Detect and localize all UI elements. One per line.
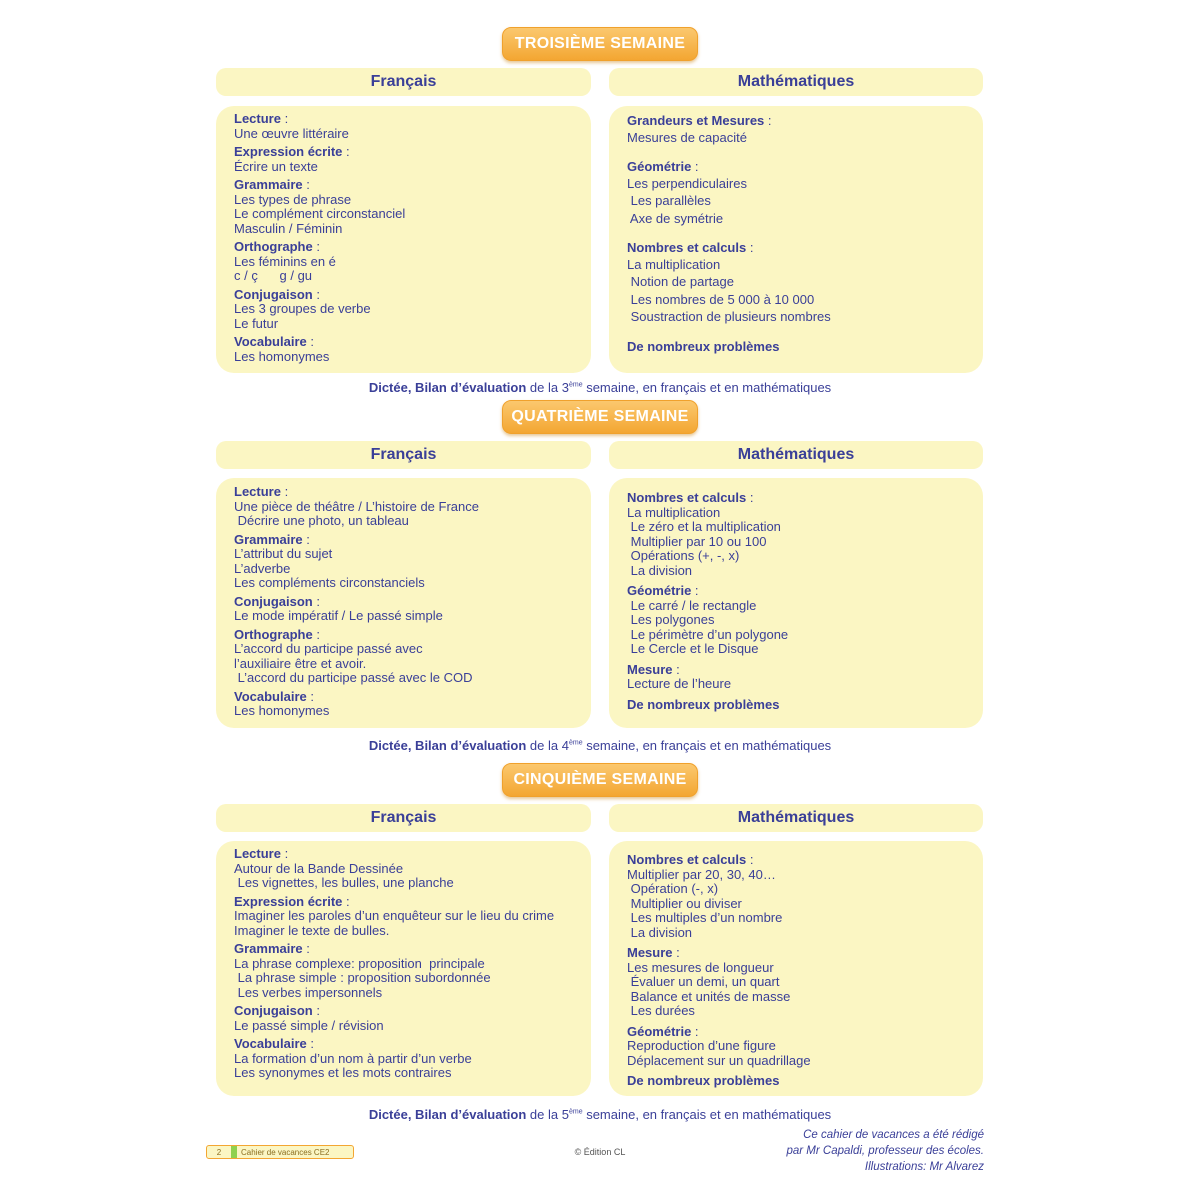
heading-colon: : [312,239,320,254]
topic-section [627,241,971,326]
topic-heading: Géométrie [627,159,692,174]
topic-line: Les vignettes, les bulles, une planche [234,875,454,890]
topic-heading: Conjugaison [234,593,313,609]
heading-colon: : [312,1003,320,1018]
evaluation-text: de la 4 [526,738,569,753]
heading-colon: : [280,111,289,126]
topic-line: Multiplier ou diviser [627,895,742,911]
topic-line: Les homonymes [234,703,330,718]
topic-line: Le zéro et la multiplication [627,519,781,534]
topic-line: Le passé simple / révision [234,1017,384,1033]
topic-section [234,533,579,591]
topic-line: Imaginer les paroles d’un enquêteur sur le lieu du crime [234,908,555,923]
maths-header: Mathématiques [609,68,983,96]
topic-heading: De nombreux problèmes [627,338,780,354]
heading-colon: : [746,240,754,255]
topic-line: Les types de phrase [234,191,352,207]
topic-line: Les nombres de 5 000 à 10 000 [627,291,815,307]
topic-section [234,288,579,332]
evaluation-text: de la 3 [526,380,569,395]
topic-heading: Grammaire [234,177,303,192]
francais-box [216,478,591,728]
topic-section [627,160,971,227]
topic-line: Les féminins en é [234,253,336,269]
topic-line: Le complément circonstanciel [234,206,406,221]
evaluation-bold: Dictée, Bilan d’évaluation [368,738,527,753]
topic-heading: Conjugaison [234,1003,313,1018]
credit-line: Ce cahier de vacances a été rédigé [803,1129,984,1141]
page-number: 2 [216,1147,222,1157]
topic-section [627,340,971,355]
topic-line: Les synonymes et les mots contraires [234,1065,452,1080]
topic-heading: Géométrie [627,1023,692,1039]
topic-line: Les polygones [627,612,715,627]
topic-section [627,114,971,146]
evaluation-bold: Dictée, Bilan d’évaluation [368,1107,527,1122]
topic-section [234,595,579,624]
topic-section [627,946,971,1019]
heading-colon: : [746,490,754,505]
topic-line: Le futur [234,315,279,331]
heading-colon: : [342,893,350,909]
topic-heading: Nombres et calculs [627,240,747,255]
topic-line: Autour de la Bande Dessinée [234,860,404,876]
maths-box [609,841,983,1096]
credit-line: par Mr Capaldi, professeur des écoles. [786,1145,984,1157]
week-banner: QUATRIÈME SEMAINE [502,400,698,434]
topic-heading: Expression écrite [234,144,343,159]
francais-box [216,106,591,373]
topic-section [234,112,579,141]
topic-line: Le mode impératif / Le passé simple [234,608,443,623]
topic-line: Les homonymes [234,348,330,364]
topic-section [234,240,579,284]
topic-line: Multiplier par 20, 30, 40… [627,866,776,882]
booklet-title: Cahier de vacances CE2 [241,1147,330,1157]
topic-heading: Lecture [234,846,281,861]
heading-colon: : [312,626,320,642]
topic-line: Les 3 groupes de verbe [234,301,371,316]
topic-line: Décrire une photo, un tableau [234,513,409,528]
topic-section [627,1025,971,1069]
topic-line: L’accord du participe passé avec le COD [234,670,473,685]
topic-line: La phrase simple : proposition subordonnée [234,970,491,985]
topic-line: Les multiples d’un nombre [627,910,783,925]
francais-header: Français [216,804,591,832]
topic-heading: Expression écrite [234,893,343,909]
topic-line: La multiplication [627,256,721,272]
topic-section [627,491,971,578]
francais-box [216,841,591,1096]
topic-line: L’adverbe [234,560,291,576]
topic-line: La division [627,562,693,578]
topic-line: La phrase complexe: proposition principale [234,955,485,971]
heading-colon: : [342,144,350,159]
topic-heading: Vocabulaire [234,334,307,349]
heading-colon: : [764,113,772,128]
evaluation-note [0,380,1200,395]
topic-line: Les parallèles [627,193,711,208]
evaluation-suffix: ème [568,381,583,389]
maths-box [609,106,983,373]
topic-line: Mesures de capacité [627,129,747,145]
topic-line: Les perpendiculaires [627,175,747,191]
evaluation-text: semaine, en français et en mathématiques [582,380,832,395]
topic-line: Masculin / Féminin [234,220,343,236]
topic-line: Opération (-, x) [627,881,719,896]
topic-heading: Orthographe [234,239,313,254]
topic-line: Axe de symétrie [627,210,724,226]
topic-heading: Grammaire [234,531,303,547]
evaluation-suffix: ème [568,739,583,747]
heading-colon: : [302,177,310,192]
topic-heading: Nombres et calculs [627,490,747,505]
heading-colon: : [306,688,314,704]
topic-line: Une œuvre littéraire [234,125,349,141]
topic-heading: Lecture [234,111,281,126]
francais-header: Français [216,441,591,469]
week-banner: CINQUIÈME SEMAINE [502,763,698,797]
evaluation-bold: Dictée, Bilan d’évaluation [368,380,527,395]
maths-header: Mathématiques [609,804,983,832]
heading-colon: : [306,334,314,349]
topic-line: Balance et unités de masse [627,988,791,1004]
topic-section [234,145,579,174]
topic-line: Notion de partage [627,274,734,289]
topic-heading: Géométrie [627,583,692,598]
topic-line: La division [627,924,693,940]
topic-line: Opérations (+, -, x) [627,548,740,563]
heading-colon: : [672,661,680,677]
topic-heading: Grandeurs et Mesures [627,113,765,128]
topic-line: c / ç g / gu [234,268,313,283]
maths-header: Mathématiques [609,441,983,469]
topic-heading: De nombreux problèmes [627,1073,780,1088]
topic-section [234,942,579,1000]
topic-section [234,335,579,364]
evaluation-text: de la 5 [526,1107,569,1122]
heading-colon: : [302,531,310,547]
topic-section [234,628,579,686]
francais-header: Français [216,68,591,96]
topic-line: Le périmètre d’un polygone [627,626,789,642]
topic-line: Une pièce de théâtre / L’histoire de France [234,498,479,514]
heading-colon: : [691,159,699,174]
topic-section [234,1037,579,1081]
topic-line: Multiplier par 10 ou 100 [627,533,767,549]
maths-box [609,478,983,728]
topic-line: Écrire un texte [234,158,318,174]
credit-line: Illustrations: Mr Alvarez [864,1161,984,1173]
heading-colon: : [312,286,320,302]
topic-section [627,698,971,713]
topic-line: Lecture de l’heure [627,676,732,691]
topic-line: Les verbes impersonnels [234,984,383,1000]
topic-heading: Lecture [234,484,281,499]
topic-heading: De nombreux problèmes [627,696,780,712]
topic-line: La multiplication [627,504,721,520]
topic-line: L’attribut du sujet [234,546,333,561]
topic-heading: Grammaire [234,941,303,956]
heading-colon: : [280,846,289,861]
topic-line: Les durées [627,1003,695,1018]
heading-colon: : [280,484,289,499]
topic-heading: Vocabulaire [234,1036,307,1051]
evaluation-text: semaine, en français et en mathématiques [582,738,832,753]
topic-section [627,1074,971,1089]
heading-colon: : [302,941,310,956]
topic-line: Déplacement sur un quadrillage [627,1052,811,1068]
topic-line: Les mesures de longueur [627,959,774,975]
topic-heading: Conjugaison [234,286,313,302]
heading-colon: : [672,945,680,960]
week-banner: TROISIÈME SEMAINE [502,27,698,61]
topic-line: Évaluer un demi, un quart [627,974,780,989]
topic-section [627,584,971,657]
credits [786,1127,984,1175]
evaluation-suffix: ème [568,1108,583,1116]
topic-section [627,663,971,692]
topic-line: l’auxiliaire être et avoir. [234,655,367,671]
heading-colon: : [691,583,699,598]
heading-colon: : [746,852,754,867]
topic-line: Le Cercle et le Disque [627,641,759,656]
topic-section [627,853,971,940]
topic-line: Reproduction d’une figure [627,1038,776,1053]
evaluation-note [0,1107,1200,1122]
topic-line: La formation d’un nom à partir d’un verbe [234,1050,472,1066]
topic-heading: Mesure [627,661,673,677]
topic-heading: Nombres et calculs [627,852,747,867]
evaluation-note [0,738,1200,753]
topic-heading: Orthographe [234,626,313,642]
topic-section [234,847,579,891]
topic-section [234,1004,579,1033]
topic-line: Les compléments circonstanciels [234,575,425,590]
topic-line: Imaginer le texte de bulles. [234,922,390,938]
topic-line: Soustraction de plusieurs nombres [627,309,831,324]
topic-line: Le carré / le rectangle [627,597,757,613]
evaluation-text: semaine, en français et en mathématiques [582,1107,832,1122]
topic-heading: Vocabulaire [234,688,307,704]
topic-section [234,895,579,939]
topic-section [234,485,579,529]
heading-colon: : [312,593,320,609]
heading-colon: : [306,1036,314,1051]
topic-heading: Mesure [627,945,673,960]
topic-line: L’accord du participe passé avec [234,641,423,656]
topic-section [234,178,579,236]
copyright: © Édition CL [574,1147,626,1157]
topic-section [234,690,579,719]
heading-colon: : [691,1023,699,1039]
